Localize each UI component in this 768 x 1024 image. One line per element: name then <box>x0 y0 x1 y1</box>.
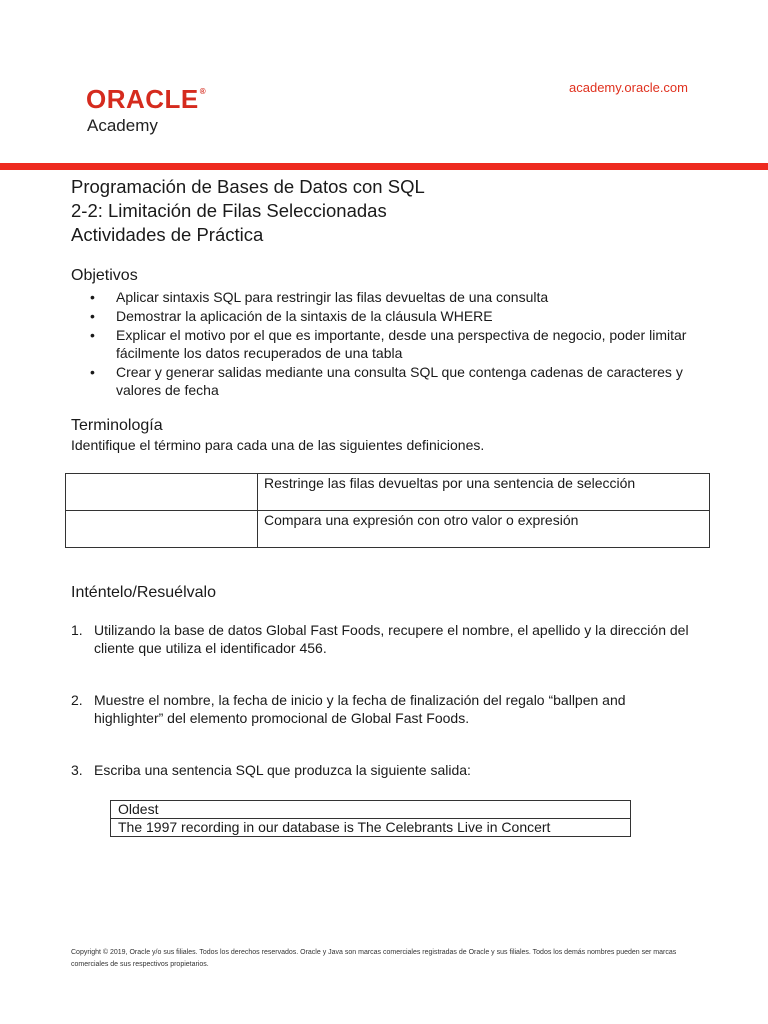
table-row <box>111 801 631 819</box>
list-item <box>71 761 691 779</box>
list-item: • Aplicar sintaxis SQL para restringir las filas devueltas de una consulta <box>71 288 691 306</box>
term-answer-cell[interactable] <box>66 511 258 548</box>
definition-cell: Compara una expresión con otro valor o expresión <box>258 511 710 548</box>
task-number: 2. <box>71 692 83 708</box>
output-header-cell: Oldest <box>111 801 631 819</box>
copyright-footer: Copyright © 2019, Oracle y/o sus filiales. Todos los derechos reservados. Oracle y Java son marcas comerciales registradas de Oracle y sus filiales. Todos los demás nombres pueden ser marcas comerciales de sus respectivos propietarios. <box>71 949 677 968</box>
objectives-list <box>71 288 691 400</box>
list-item <box>71 621 691 657</box>
list-item <box>71 691 691 727</box>
list-item: • Crear y generar salidas mediante una consulta SQL que contenga cadenas de caracteres y valores de fecha <box>71 363 691 399</box>
term-answer-cell[interactable] <box>66 474 258 511</box>
task-text: Muestre el nombre, la fecha de inicio y la fecha de finalización del regalo “ballpen and highlighter” del elemento promocional de Global Fast Foods. <box>94 692 626 726</box>
course-title: Programación de Bases de Datos con SQL <box>71 176 425 197</box>
table-row <box>66 511 710 548</box>
terminology-table <box>65 473 710 548</box>
list-item: • Explicar el motivo por el que es importante, desde una perspectiva de negocio, poder limitar fácilmente los datos recuperados de una tabla <box>71 326 691 362</box>
tasks-list <box>71 621 691 779</box>
oracle-logo <box>86 86 206 112</box>
table-row <box>66 474 710 511</box>
lesson-title: 2-2: Limitación de Filas Seleccionadas <box>71 200 387 221</box>
logo-subtitle: Academy <box>87 116 158 135</box>
terminology-intro: Identifique el término para cada una de las siguientes definiciones. <box>71 437 485 453</box>
activity-title: Actividades de Práctica <box>71 224 264 245</box>
site-url-link[interactable]: academy.oracle.com <box>569 80 688 95</box>
definition-cell: Restringe las filas devueltas por una sentencia de selección <box>258 474 710 511</box>
logo-registered-mark: ® <box>199 87 207 96</box>
expected-output-table <box>110 800 631 837</box>
try-it-heading: Inténtelo/Resuélvalo <box>71 584 216 601</box>
task-number: 3. <box>71 762 83 778</box>
document-title <box>71 175 425 247</box>
output-value-cell: The 1997 recording in our database is The Celebrants Live in Concert <box>111 819 631 837</box>
task-text: Escriba una sentencia SQL que produzca la siguiente salida: <box>94 762 471 778</box>
objectives-heading: Objetivos <box>71 267 138 284</box>
task-text: Utilizando la base de datos Global Fast Foods, recupere el nombre, el apellido y la dirección del cliente que utiliza el identificador 456. <box>94 622 689 656</box>
logo-wordmark: ORACLE <box>86 84 199 114</box>
table-row <box>111 819 631 837</box>
header-divider <box>0 163 768 170</box>
list-item: • Demostrar la aplicación de la sintaxis de la cláusula WHERE <box>71 307 691 325</box>
terminology-heading: Terminología <box>71 417 163 434</box>
task-number: 1. <box>71 622 83 638</box>
